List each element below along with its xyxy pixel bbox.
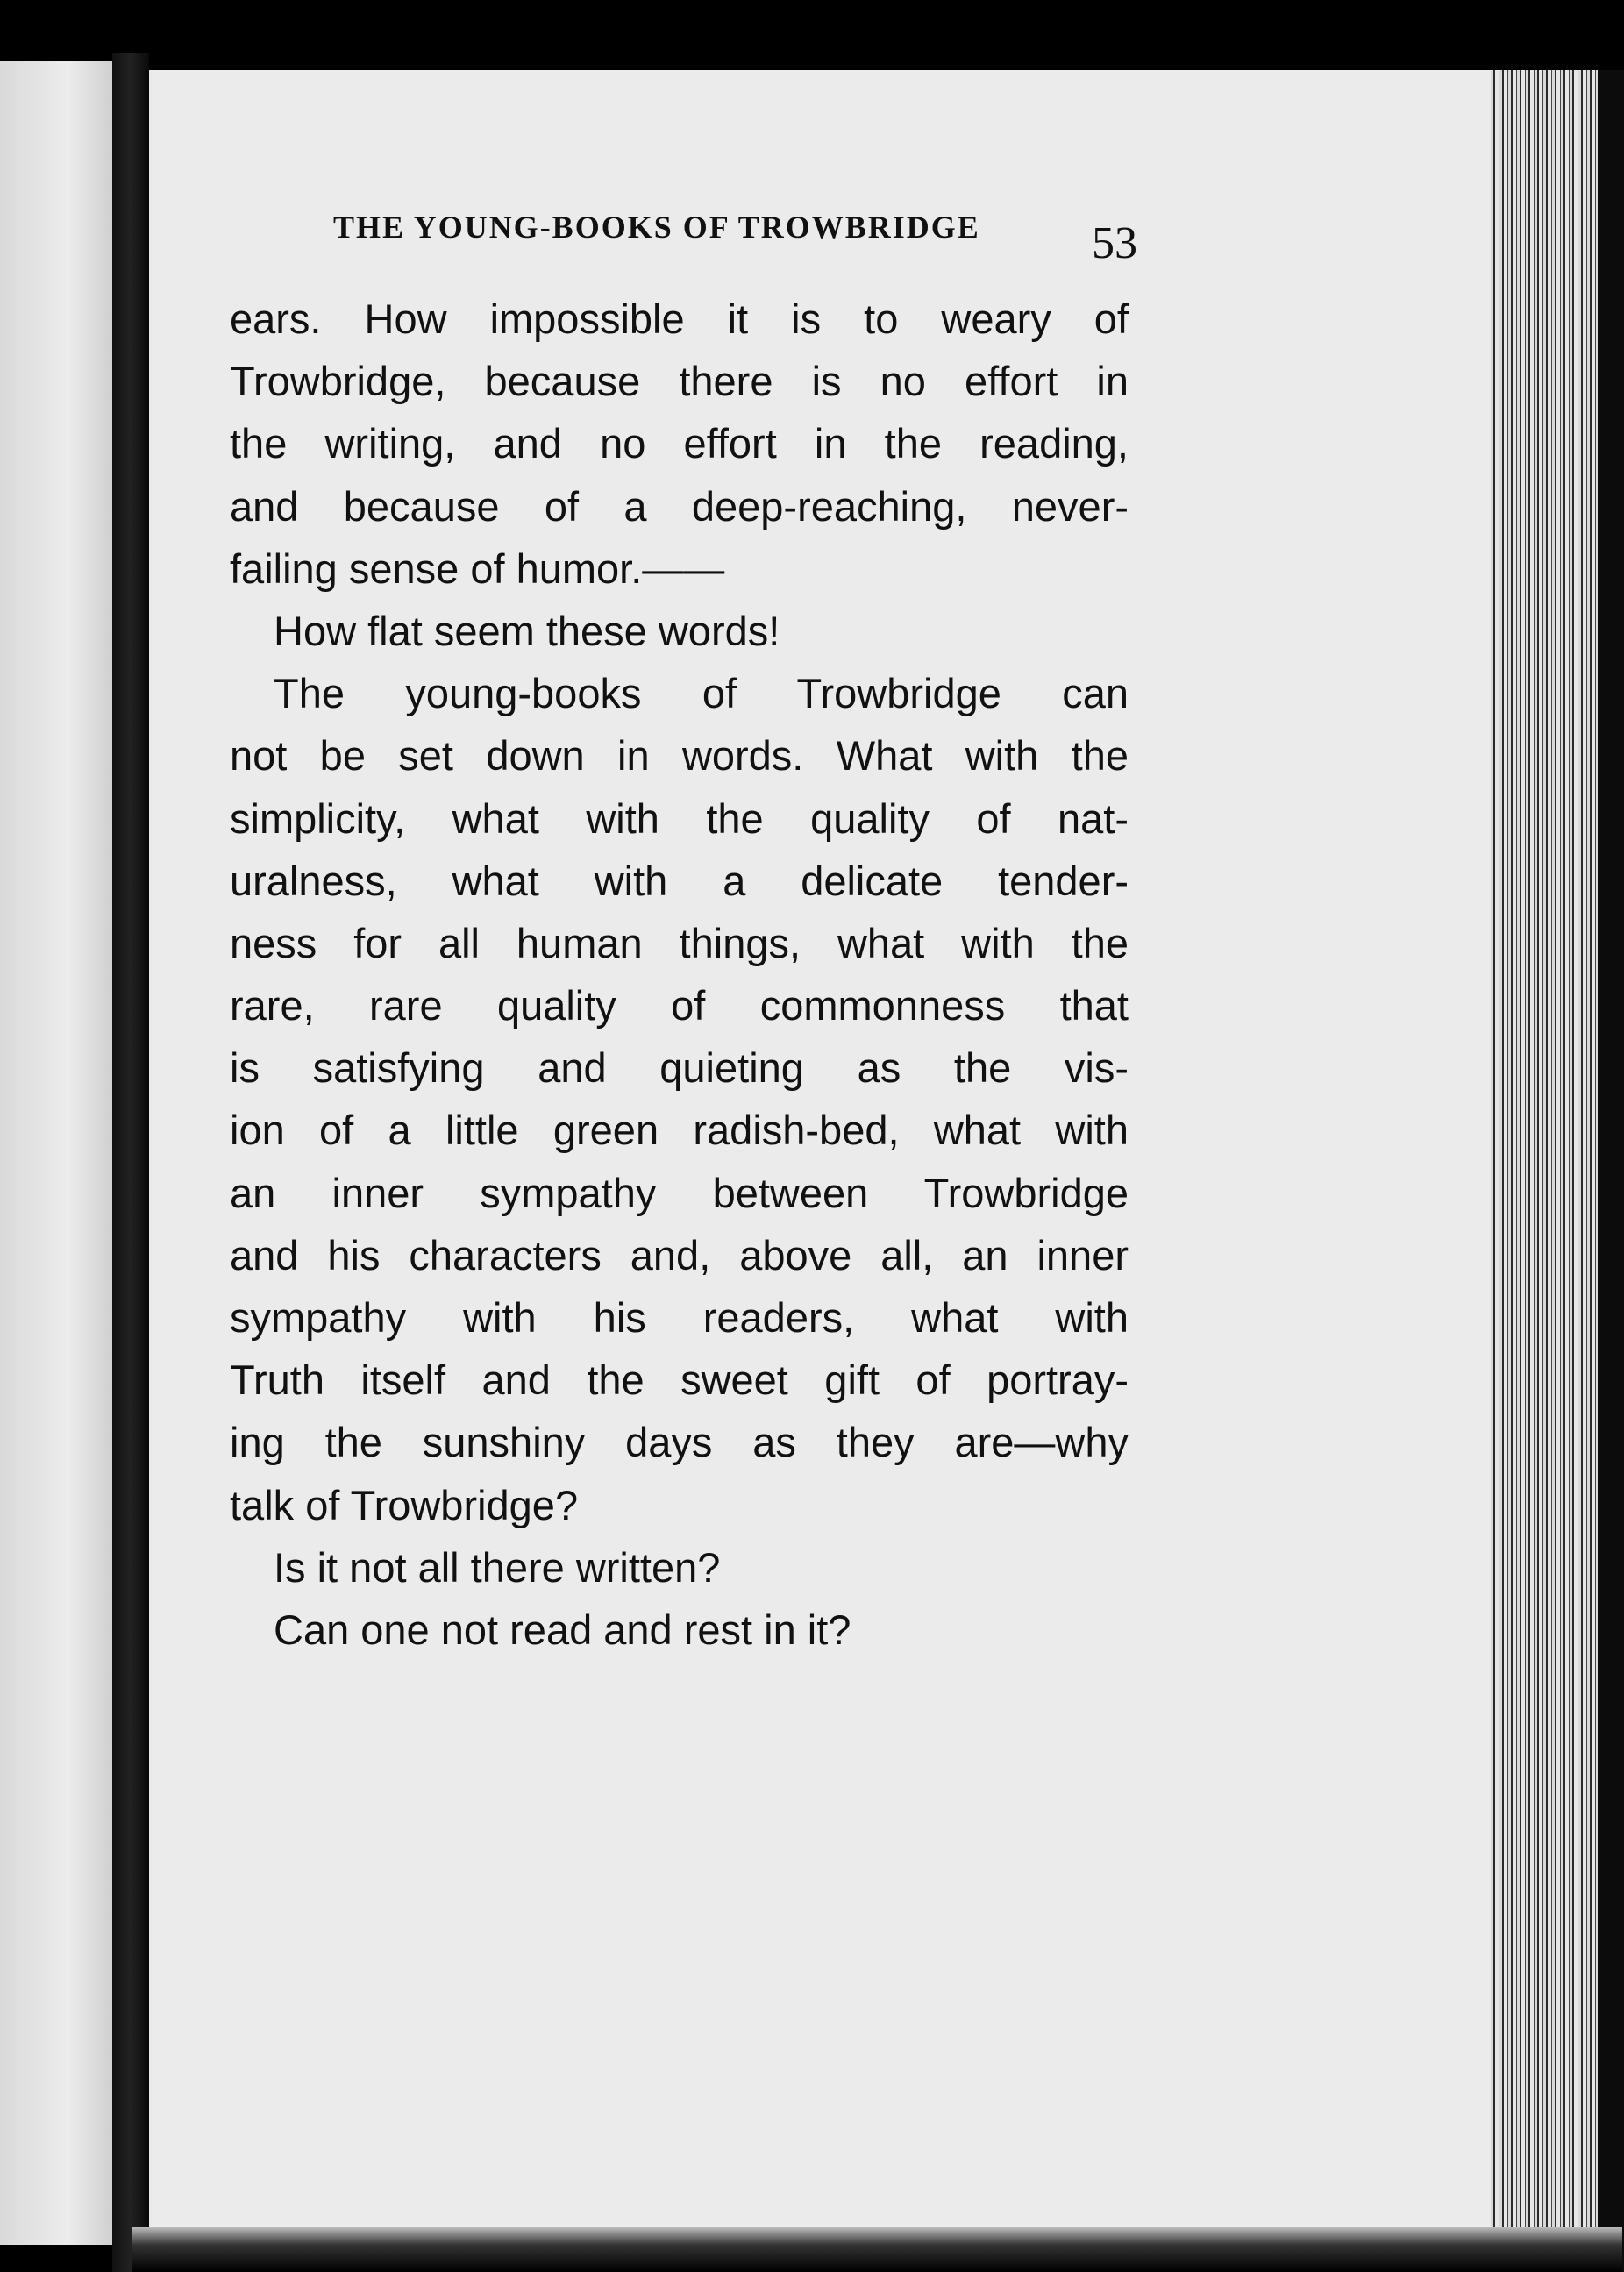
text-line: failing sense of humor.——: [230, 545, 725, 592]
text-line: and because of a deep-reaching, never-: [230, 482, 1129, 530]
text-line: Truth itself and the sweet gift of portray-: [230, 1357, 1129, 1404]
text-line: ness for all human things, what with the: [230, 919, 1129, 966]
book-gutter: [112, 53, 149, 2272]
text-line: and his characters and, above all, an inner: [230, 1231, 1129, 1278]
text-line: talk of Trowbridge?: [230, 1481, 579, 1528]
text-line: not be set down in words. What with the: [230, 732, 1129, 780]
running-head: THE YOUNG-BOOKS OF TROWBRIDGE: [333, 210, 980, 245]
bottom-shadow: [132, 2227, 1622, 2272]
text-line: The young-books of Trowbridge can: [274, 670, 1129, 717]
text-line: ion of a little green radish-bed, what with: [230, 1107, 1129, 1154]
text-line: uralness, what with a delicate tender-: [230, 857, 1129, 904]
text-line: simplicity, what with the quality of nat-: [230, 794, 1129, 842]
text-line: ing the sunshiny days as they are—why: [230, 1419, 1129, 1466]
text-line: an inner sympathy between Trowbridge: [230, 1169, 1129, 1216]
facing-page-edge: [0, 61, 115, 2245]
page-number: 53: [1092, 218, 1137, 268]
text-line: Can one not read and rest in it?: [274, 1606, 851, 1653]
body-text: [230, 288, 1129, 1661]
text-line: rare, rare quality of commonness that: [230, 982, 1129, 1029]
text-line: is satisfying and quieting as the vis-: [230, 1044, 1129, 1092]
text-line: sympathy with his readers, what with: [230, 1294, 1129, 1341]
text-line: the writing, and no effort in the reading,: [230, 420, 1129, 467]
text-line: How flat seem these words!: [274, 607, 780, 654]
text-line: Is it not all there written?: [274, 1543, 721, 1591]
text-line: Trowbridge, because there is no effort in: [230, 358, 1129, 405]
text-line: ears. How impossible it is to weary of: [230, 296, 1129, 342]
page-edge-stack: [1491, 70, 1624, 2272]
